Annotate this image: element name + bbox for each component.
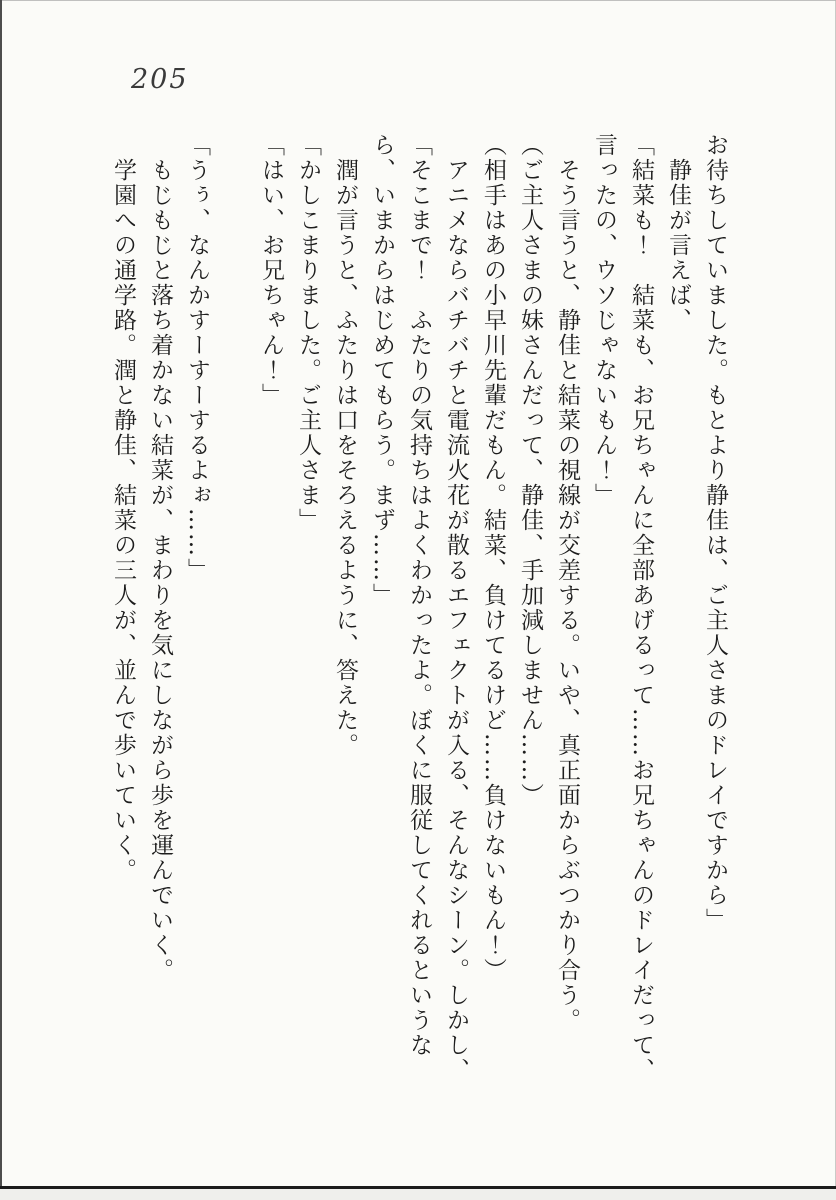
paragraph: 潤が言うと、ふたりは口をそろえるように、答えた。 <box>332 158 358 758</box>
paragraph: （ご主人さまの妹さんだって、静佳、手加減しません……） <box>517 133 543 808</box>
scan-edge-top <box>0 0 836 1</box>
scan-below-rule-margin <box>0 1189 836 1200</box>
paragraph: 「結菜も！ 結菜も、お兄ちゃんに全部あげるって……お兄ちゃんのドレイだって、言ったの、ウソじゃないもん！」 <box>591 133 654 1083</box>
blank-line <box>215 133 252 1089</box>
paragraph: 「そこまで！ ふたりの気持ちはよくわかったよ。ぼくに服従してくれるというなら、いまからはじめてもらう。まず……」 <box>369 133 432 1058</box>
scan-edge-left <box>0 0 2 1188</box>
paragraph: そう言うと、静佳と結菜の視線が交差する。いや、真正面からぶつかり合う。 <box>554 158 580 1033</box>
paragraph: アニメならバチバチと電流火花が散るエフェクトが入る、そんなシーン。しかし、 <box>443 158 469 1083</box>
paragraph: 「かしこまりました。ご主人さま」 <box>295 133 321 533</box>
paragraph: 「はい、お兄ちゃん！」 <box>258 133 284 408</box>
paragraph: お待ちしていました。もとより静佳は、ご主人さまのドレイですから」 <box>702 133 728 933</box>
paragraph: 学園への通学路。潤と静佳、結菜の三人が、並んで歩いていく。 <box>110 158 136 883</box>
paragraph: 静佳が言えば、 <box>665 158 691 333</box>
paragraph: （相手はあの小早川先輩だもん。結菜、負けてるけど……負けないもん！） <box>480 133 506 983</box>
vertical-text-block <box>101 133 733 1089</box>
page-number: 205 <box>131 64 189 95</box>
paragraph: もじもじと落ち着かない結菜が、まわりを気にしながら歩を運んでいく。 <box>147 158 173 983</box>
paragraph: 「うぅ、なんかすーすーするよぉ……」 <box>184 133 210 583</box>
